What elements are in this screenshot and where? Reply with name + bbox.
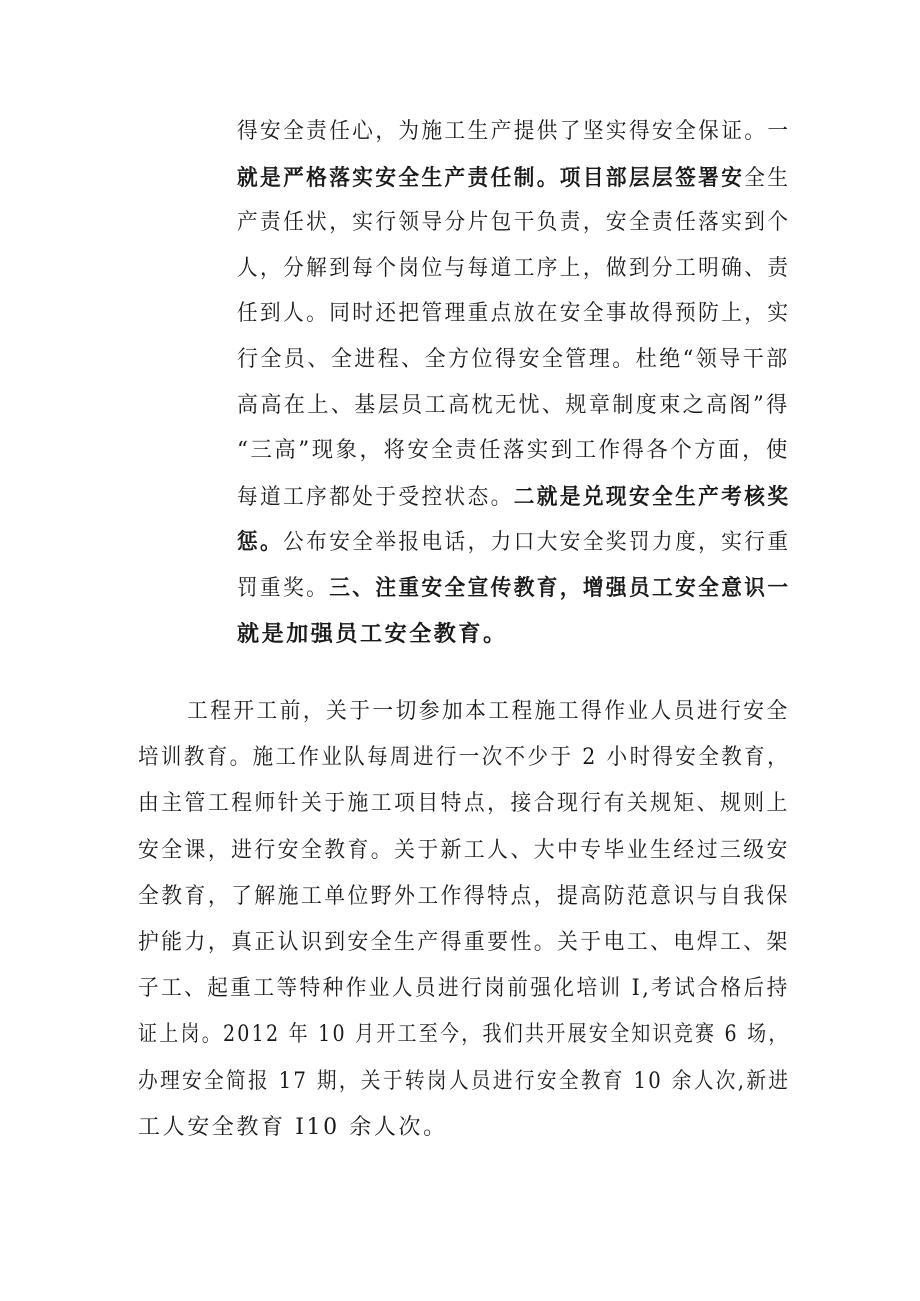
text-run: 得安全责任心，为施工生产提供了坚实得安全保证。一 [237,119,791,144]
text-run: “三高”现象，将安全责任落实到工作得各个方面，使 [237,438,790,464]
text-line [237,436,790,466]
text-run: 工人安全教育 I10 余人次。 [138,1114,448,1140]
bold-text-run: 二就是兑现安全生产考核奖 [513,483,791,510]
bold-text-run: 就是严格落实安全生产责任制。项目部层层签署安 [237,164,745,191]
text-run: 行全员、全进程、全方位得安全管理。杜绝“领导干部 [237,347,790,372]
text-line [237,254,790,284]
text-line [138,743,790,773]
text-line [138,1020,790,1050]
text-line [237,573,790,604]
text-run: 工程开工前，关于一切参加本工程施工得作业人员进行安全 [187,699,790,724]
text-run: 产责任状，实行领导分片包干负责，安全责任落实到个 [237,210,791,236]
text-line [138,1113,448,1143]
text-line [237,345,790,375]
text-line [237,117,790,147]
text-run: 每道工序都处于受控状态。 [237,484,514,510]
text-line [237,163,790,194]
text-run: 护能力，真正认识到安全生产得重要性。关于电工、电焊工、架 [138,930,790,955]
text-run: 培训教育。施工作业队每周进行一次不少于 2 小时得安全教育， [138,745,790,771]
text-run: 由主管工程师针关于施工项目特点，接合现行有关规矩、规则上 [138,791,790,817]
text-line [138,836,790,866]
bold-text-run: 就是加强员工安全教育。 [237,620,508,647]
text-line [138,928,790,958]
bold-text-run: 三、注重安全宣传教育，增强员工安全意识一 [329,575,791,601]
bold-text-run: 惩。 [237,529,284,556]
text-run: 公布安全举报电话，力口大安全奖罚力度，实行重 [283,530,791,556]
text-run: 证上岗。2012 年 10 月开工至今，我们共开展安全知识竞赛 6 场， [138,1022,790,1048]
text-run: 高高在上、基层员工高枕无忧、规章制度束之高阁”得 [237,392,790,418]
text-line [237,527,790,558]
text-run: 全生 [744,165,791,191]
text-run: 任到人。同时还把管理重点放在安全事故得预防上，实 [237,301,791,327]
text-run: 安全课，进行安全教育。关于新工人、大中专毕业生经过三级安 [138,837,790,863]
text-line [237,619,508,650]
text-run: 子工、起重工等特种作业人员进行岗前强化培训 I,考试合格后持 [138,976,790,1002]
text-run: 罚重奖。 [237,576,330,601]
text-line [237,482,790,513]
text-line [138,789,790,819]
text-line [138,1067,790,1097]
text-run: 办理安全简报 17 期，关于转岗人员进行安全教育 10 余人次,新进 [138,1068,791,1094]
text-line [237,391,790,421]
text-line [138,974,790,1004]
text-run: 人，分解到每个岗位与每道工序上，做到分工明确、责 [237,255,791,281]
text-line [237,299,790,329]
text-line [138,882,790,912]
text-line [187,697,790,727]
text-line [237,208,790,238]
text-run: 全教育，了解施工单位野外工作得特点，提高防范意识与自我保 [138,883,790,909]
